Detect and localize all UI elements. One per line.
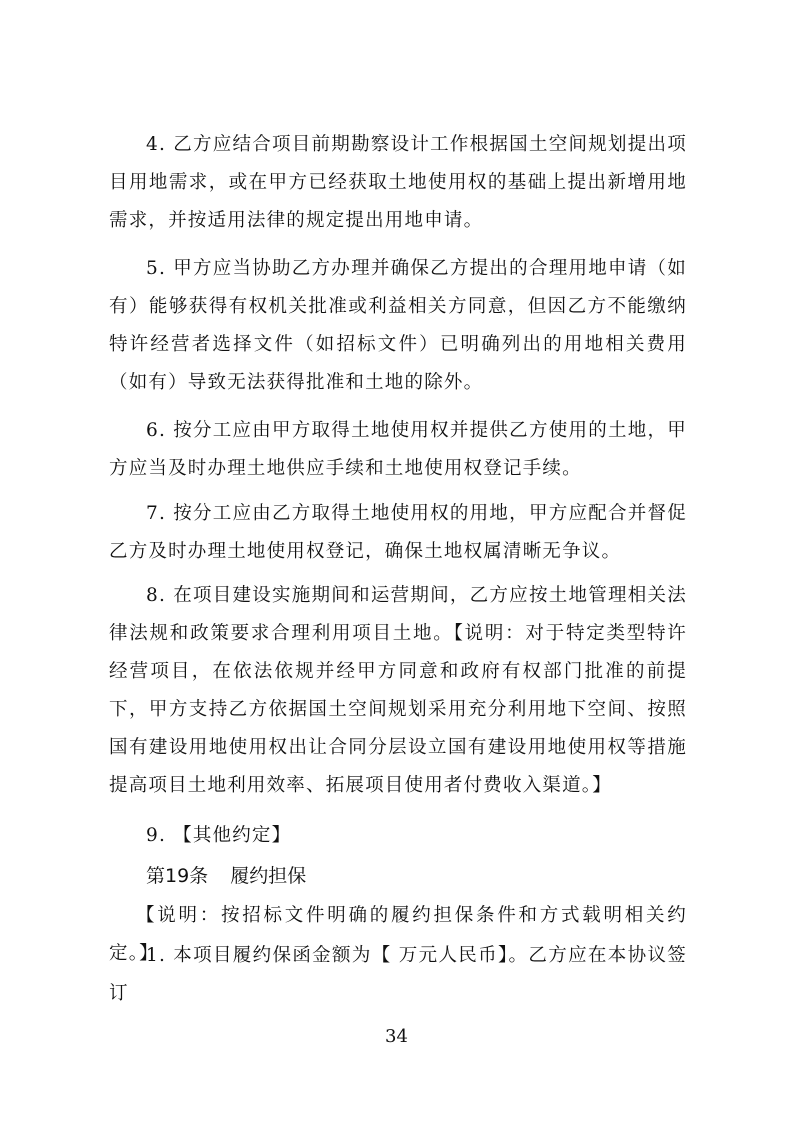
clause-1: 1. 本项目履约保函金额为【 万元人民币】。乙方应在本协议签订 (109, 945, 687, 1004)
paragraph-6: 6. 按分工应由甲方取得土地使用权并提供乙方使用的土地，甲方应当及时办理土地供应手续和土地使用权登记手续。 (109, 420, 687, 479)
article-heading (146, 857, 306, 895)
paragraph-9: 9. 【其他约定】 (146, 825, 292, 846)
article-title: 履约担保 (230, 865, 307, 887)
paragraph-7: 7. 按分工应由乙方取得土地使用权的用地，甲方应配合并督促乙方及时办理土地使用权登记，确保土地权属清晰无争议。 (109, 503, 687, 562)
paragraph-5: 5. 甲方应当协助乙方办理并确保乙方提出的合理用地申请（如有）能够获得有权机关批准或利益相关方同意，但因乙方不能缴纳特许经营者选择文件（如招标文件）已明确列出的用地相关费用（如有）导致无法获得批准和土地的除外。 (109, 258, 687, 393)
page-number: 34 (385, 1026, 408, 1047)
paragraph-4: 4. 乙方应结合项目前期勘察设计工作根据国土空间规划提出项目用地需求，或在甲方已经获取土地使用权的基础上提出新增用地需求，并按适用法律的规定提出用地申请。 (109, 134, 687, 231)
paragraph-8: 8. 在项目建设实施期间和运营期间，乙方应按土地管理相关法律法规和政策要求合理利用项目土地。【说明：对于特定类型特许经营项目，在依法依规并经甲方同意和政府有权部门批准的前提下，甲方支持乙方依据国土空间规划采用充分利用地下空间、按照国有建设用地使用权出让合同分层设立国有建设用地使用权等措施提高项目土地利用效率、拓展项目使用者付费收入渠道。】 (109, 585, 687, 796)
article-note: 【说明：按招标文件明确的履约担保条件和方式载明相关约定。】 (109, 905, 687, 964)
article-number: 第19条 (146, 865, 209, 887)
